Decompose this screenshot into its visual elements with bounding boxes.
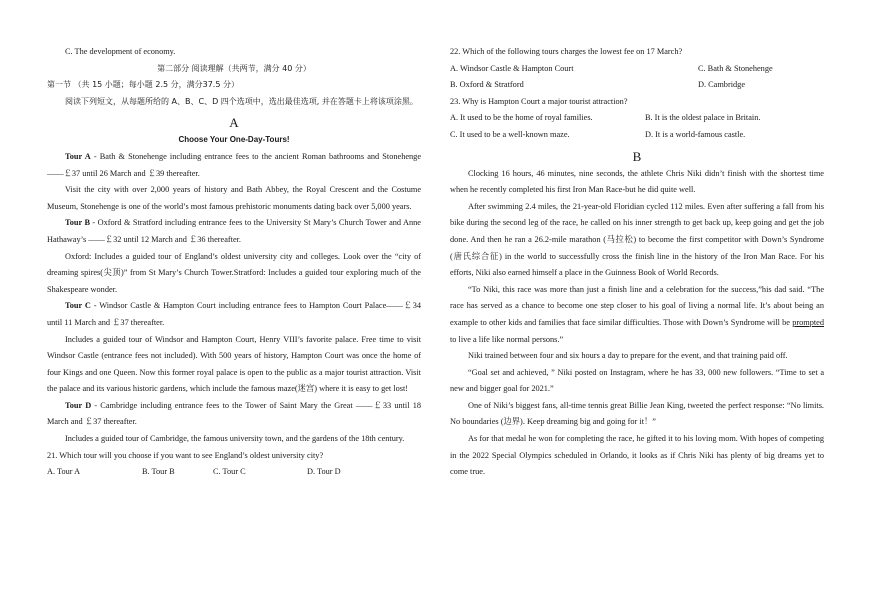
tour-b-heading [47,215,421,248]
question-23-options-row1 [450,110,824,127]
tour-c-text: - Windsor Castle & Hampton Court including entrance fees to Hampton Court Palace——￡34 until 11 March and ￡37 thereafter. [47,301,421,327]
tour-c-label: Tour C [65,301,91,311]
tour-d-desc: Includes a guided tour of Cambridge, the famous university town, and the gardens of the 18th century. [65,434,405,444]
tour-a-label: Tour A [65,151,91,161]
question-23-options-row2 [450,127,824,144]
q23-option-b: B. It is the oldest palace in Britain. [645,113,761,123]
question-22: 22. Which of the following tours charges the lowest fee on 17 March? [450,47,683,56]
part-title: 第二部分 阅读理解（共两节，满分 40 分） [157,63,311,73]
tour-a-heading [47,149,421,182]
q21-option-c: C. Tour C [213,467,246,477]
question-22-options-row2 [450,77,824,94]
passage-b-paragraph-5: “Goal set and achieved, ” Niki posted on Instagram, where he has 33, 000 new followers. “Time to set a new and bigger goal for 2021.” [450,367,824,394]
q22-option-d: D. Cambridge [698,80,746,90]
prev-question-option: C. The development of economy. [65,47,176,56]
question-22-options-row1 [450,61,824,78]
passage-b-paragraph-7: As for that medal he won for completing the race, he gifted it to his loving mom. With hopes of competing in the 2022 Special Olympics scheduled in Orlando, it looks as if Chris Niki has plenty of big dreams yet to come true. [450,434,824,477]
tour-c-desc: Includes a guided tour of Windsor and Hampton Court, Henry VIII’s favorite palace. Free time to visit Windsor Castle (entrance fees not included). With 500 years of history, Hampton Court was once the home of four Kings and one Queen. Now this former royal palace is open to the public as a major tourist attraction. Visit the palace and its various historic gardens, which include the famous maze(迷宫) where it is easy to get lost! [47,334,421,394]
tour-b-text: - Oxford & Stratford including entrance fees to the University St Mary’s Church Tower and Anne Hathaway’s ——￡32 until 12 March and ￡36 thereafter. [47,218,421,244]
passage-b-paragraph-3 [450,282,824,348]
q23-option-d: D. It is a world-famous castle. [645,129,746,139]
q21-option-d: D. Tour D [307,467,341,477]
question-21: 21. Which tour will you choose if you want to see England’s oldest university city? [47,450,324,460]
q23-option-c: C. It used to be a well-known maze. [450,129,570,139]
q22-option-b: B. Oxford & Stratford [450,80,524,90]
p3-text-before: “To Niki, this race was more than just a finish line and a celebration for the success,”his dad said. “The race has served as a chance to become one step closer to his goal of living a normal life. It’s about being an example to other kids and families that face similar difficulties. Those with Down’s Syndrome will be [450,284,824,327]
passage-b-letter: B [632,148,642,164]
passage-a-title: Choose Your One-Day-Tours! [178,135,290,145]
p3-text-after: to live a life like normal persons.” [450,334,564,344]
q21-option-b: B. Tour B [142,467,175,477]
tour-a-text: - Bath & Stonehenge including entrance fees to the ancient Roman bathrooms and Stonehenge ——￡37 until 26 March and ￡39 thereafter. [47,151,422,178]
underlined-word: prompted [792,317,824,327]
left-column [47,44,421,481]
passage-b-paragraph-2: After swimming 2.4 miles, the 21-year-old Floridian cycled 112 miles. Even after suffering a fall from his bike during the second leg of the race, he called on his inner strength to get back up, keep going and get the job done. And then he ran a 26.2-mile marathon (马拉松) to become the first competitor with Down’s Syndrome (唐氏综合征) in the world to successfully cross the finish line in the history of the Iron Man Race. For his efforts, Niki also earned himself a place in the Guinness Book of World Records. [450,201,824,278]
q22-option-a: A. Windsor Castle & Hampton Court [450,63,574,73]
tour-d-text: - Cambridge including entrance fees to the Tower of Saint Mary the Great ——￡33 until 18 March and ￡37 thereafter. [47,400,421,427]
section-line: 第一节 （共 15 小题；每小题 2.5 分，满分37.5 分） [47,80,239,90]
tour-c-heading [47,298,421,331]
tour-d-heading [47,398,421,431]
tour-a-desc: Visit the city with over 2,000 years of history and Bath Abbey, the Royal Crescent and the Costume Museum, Stonehenge is one of the world’s most famous prehistoric monuments dating back over 5,000 years. [47,185,421,211]
passage-b-paragraph-1: Clocking 16 hours, 46 minutes, nine seconds, the athlete Chris Niki didn’t finish with the shortest time when he recently completed his first Iron Man Race-but he did quite well. [450,168,824,195]
q21-option-a: A. Tour A [47,467,81,477]
question-23: 23. Why is Hampton Court a major tourist attraction? [450,96,628,106]
passage-b-paragraph-6: One of Niki’s biggest fans, all-time tennis great Billie Jean King, tweeted the perfect response: “No limits. No boundaries (边界). Keep dreaming big and going for it！” [450,400,824,427]
question-21-options [47,464,421,481]
tour-b-label: Tour B [65,218,91,228]
passage-a-letter: A [229,115,239,131]
tour-d-label: Tour D [65,400,92,410]
q23-option-a: A. It used to be the home of royal families. [450,113,593,123]
passage-b-paragraph-4: Niki trained between four and six hours a day to prepare for the event, and that training paid off. [468,351,788,361]
right-column [450,44,824,481]
q22-option-c: C. Bath & Stonehenge [698,63,773,73]
instructions: 阅读下列短文，从每题所给的 A、B、C、D 四个选项中，选出最佳选项, 并在答题卡上将该项涂黑。 [65,96,418,106]
tour-b-desc: Oxford: Includes a guided tour of England’s oldest university city and colleges. Look over the “city of dreaming spires(尖顶)” from St Mary’s Church Tower.Stratford: Includes a guided tour exploring much of the Shakespeare wonder. [47,251,421,294]
